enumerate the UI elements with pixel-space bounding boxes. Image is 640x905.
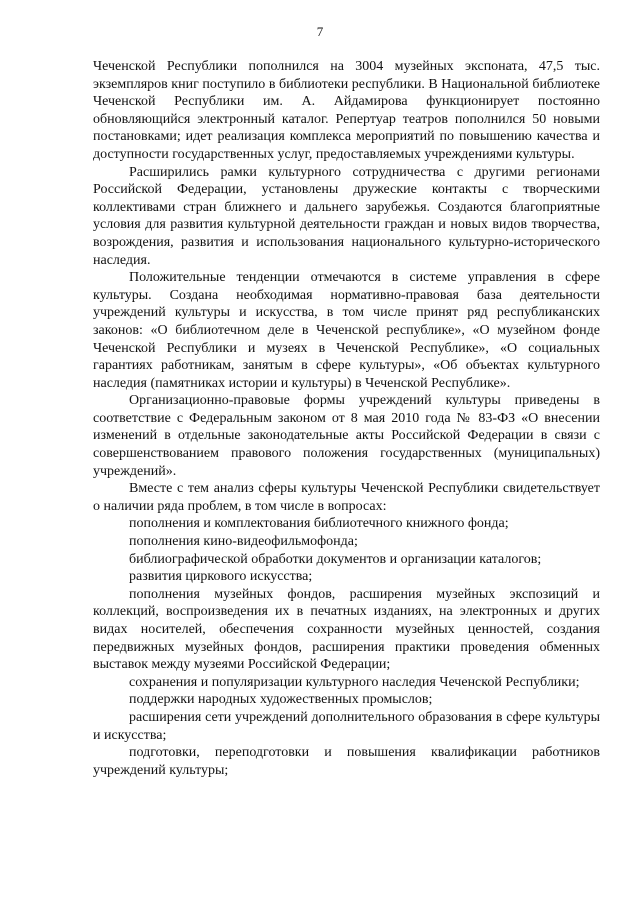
paragraph-management-laws: Положительные тенденции отмечаются в системе управления в сфере культуры. Создана необходимая нормативно-правовая база деятельности учреждений культуры и искусства, в том числе принят ряд республиканских законов: «О библиотечном деле в Чеченской республике», «О музейном фонде Чеченской Республики и музеях в Чеченской Республике», «О социальных гарантиях работникам, занятым в сфере культуры», «Об объектах культурного наследия (памятниках истории и культуры) в Чеченской Республике». xyxy=(93,270,600,391)
list-item-bibliographic-processing: библиографической обработки документов и организации каталогов; xyxy=(129,551,542,567)
document-body xyxy=(93,58,600,779)
list-item-museum-funds: пополнения музейных фондов, расширения музейных экспозиций и коллекций, воспроизведения их в печатных изданиях, на электронных и других видах носителей, обеспечения сохранности музейных ценностей, создания передвижных музейных фондов, расширения практики проведения обменных выставок между музеями Российской Федерации; xyxy=(93,586,600,673)
list-item-staff-training: подготовки, переподготовки и повышения квалификации работников учреждений культуры; xyxy=(93,745,600,778)
list-item-cultural-heritage: сохранения и популяризации культурного наследия Чеченской Республики; xyxy=(129,674,580,690)
page-number: 7 xyxy=(316,24,324,39)
list-item-film-fund: пополнения кино-видеофильмофонда; xyxy=(129,534,358,550)
list-item-library-fund: пополнения и комплектования библиотечного книжного фонда; xyxy=(129,516,509,532)
list-item-folk-crafts: поддержки народных художественных промыслов; xyxy=(129,692,433,708)
paragraph-problems-intro: Вместе с тем анализ сферы культуры Чеченской Республики свидетельствует о наличии ряда проблем, в том числе в вопросах: xyxy=(93,481,600,514)
paragraph-federal-law: Организационно-правовые формы учреждений культуры приведены в соответствие с Федеральным законом от 8 мая 2010 года № 83-ФЗ «О внесении изменений в отдельные законодательные акты Российской Федерации в связи с совершенствованием правового положения государственных (муниципальных) учреждений». xyxy=(93,393,600,479)
paragraph-museum-library-theatre: Чеченской Республики пополнился на 3004 музейных экспоната, 47,5 тыс. экземпляров книг поступило в библиотеки республики. В Национальной библиотеке Чеченской Республики им. А. Айдамирова функционирует постоянно обновляющийся электронный каталог. Репертуар театров пополнился 50 новыми постановками; идет реализация комплекса мероприятий по повышению качества и доступности государственных услуг, предоставляемых учреждениями культуры. xyxy=(93,59,600,162)
paragraph-cultural-cooperation: Расширились рамки культурного сотрудничества с другими регионами Российской Федерации, установлены дружеские контакты с творческими коллективами стран ближнего и дальнего зарубежья. Создаются благоприятные условия для развития культурной деятельности граждан и новых видов творчества, возрождения, развития и использования национального культурно-исторического наследия. xyxy=(93,164,600,268)
list-item-additional-education: расширения сети учреждений дополнительного образования в сфере культуры и искусства; xyxy=(93,709,600,743)
list-item-circus-art: развития циркового искусства; xyxy=(129,569,313,585)
